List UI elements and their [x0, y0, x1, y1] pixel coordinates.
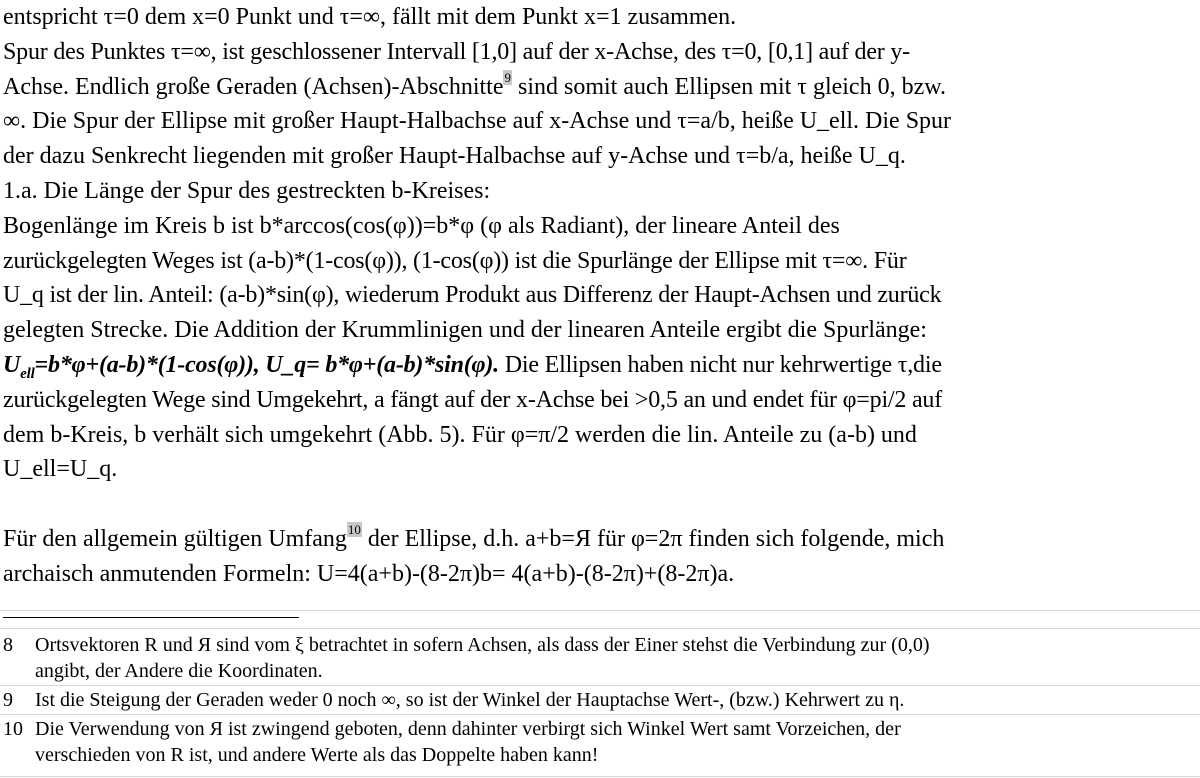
footnote-rule: [3, 617, 299, 618]
footnote-number: 8: [3, 634, 13, 656]
footnote-text: Ortsvektoren R und Я sind vom ξ betrachtet in sofern Achsen, als dass der Einer stehst die Verbindung zur (0,0): [35, 634, 930, 656]
footnote-10: [3, 716, 1198, 768]
paragraph-line: ∞. Die Spur der Ellipse mit großer Haupt-Halbachse auf x-Achse und τ=a/b, heiße U_ell. Die Spur: [3, 108, 952, 135]
footnote-number: 10: [3, 718, 23, 740]
paragraph-line: [3, 70, 1198, 105]
line-text: Für den allgemein gültigen Umfang: [3, 525, 347, 552]
line-text: Achse. Endlich große Geraden (Achsen)-Abschnitte: [3, 73, 504, 100]
formula-line: [3, 348, 1198, 383]
footnote-divider: [0, 628, 1200, 629]
paragraph-line: gelegten Strecke. Die Addition der Krummlinigen und der linearen Anteile ergibt die Spurlänge:: [3, 317, 927, 344]
paragraph-line: U_ell=U_q.: [3, 456, 118, 483]
footnote-text: angibt, der Andere die Koordinaten.: [35, 660, 323, 682]
footnote-text: verschieden von R ist, und andere Werte als das Doppelte haben kann!: [35, 744, 599, 766]
page-divider: [0, 610, 1200, 611]
paragraph-line: Bogenlänge im Kreis b ist b*arccos(cos(φ))=b*φ (φ als Radiant), der lineare Anteil des: [3, 212, 840, 239]
footnote-divider: [0, 714, 1200, 715]
footnote-9: [3, 687, 1198, 713]
footnote-8: [3, 632, 1198, 684]
paragraph-line: der dazu Senkrecht liegenden mit großer Haupt-Halbachse auf y-Achse und τ=b/a, heiße U_q.: [3, 143, 906, 170]
paragraph-line: entspricht τ=0 dem x=0 Punkt und τ=∞, fällt mit dem Punkt x=1 zusammen.: [3, 4, 737, 30]
paragraph-line: [3, 522, 1198, 557]
footnote-divider: [0, 776, 1200, 777]
document-body: [3, 0, 1198, 592]
paragraph-line: dem b-Kreis, b verhält sich umgekehrt (Abb. 5). Für φ=π/2 werden die lin. Anteile zu (a-b) und: [3, 421, 917, 448]
section-heading: 1.a. Die Länge der Spur des gestreckten b-Kreises:: [3, 177, 491, 204]
paragraph-line: Spur des Punktes τ=∞, ist geschlossener Intervall [1,0] auf der x-Achse, des τ=0, [0,1] auf der y-: [3, 38, 910, 65]
footnote-ref-9[interactable]: 9: [504, 69, 511, 85]
paragraph-line: U_q ist der lin. Anteil: (a-b)*sin(φ), wiederum Produkt aus Differenz der Haupt-Achsen und zurück: [3, 282, 942, 309]
footnote-text: Ist die Steigung der Geraden weder 0 noch ∞, so ist der Winkel der Hauptachse Wert-, (bzw.) Kehrwert zu η.: [35, 689, 905, 711]
line-text: Die Ellipsen haben nicht nur kehrwertige τ,die: [499, 351, 942, 378]
formula-symbol: U: [3, 351, 21, 378]
blank-line: [3, 487, 1198, 522]
footnote-text: Die Verwendung von Я ist zwingend geboten, denn dahinter verbirgt sich Winkel Wert samt Vorzeichen, der: [35, 718, 901, 740]
line-text: der Ellipse, d.h. a+b=Я für φ=2π finden sich folgende, mich: [361, 525, 945, 552]
paragraph-line: zurückgelegten Weges ist (a-b)*(1-cos(φ)), (1-cos(φ)) ist die Spurlänge der Ellipse mit τ=∞. Für: [3, 247, 907, 274]
paragraph-line: archaisch anmutenden Formeln: U=4(a+b)-(8-2π)b= 4(a+b)-(8-2π)+(8-2π)a.: [3, 560, 735, 587]
formula-subscript: ell: [20, 365, 35, 382]
line-text: sind somit auch Ellipsen mit τ gleich 0, bzw.: [511, 73, 947, 100]
footnotes: [3, 632, 1198, 771]
footnote-ref-10[interactable]: 10: [347, 521, 361, 537]
footnote-number: 9: [3, 689, 13, 711]
footnote-divider: [0, 685, 1200, 686]
paragraph-line: zurückgelegten Wege sind Umgekehrt, a fängt auf der x-Achse bei >0,5 an und endet für φ=pi/2 auf: [3, 386, 943, 413]
formula-text: =b*φ+(a-b)*(1-cos(φ)), U_q= b*φ+(a-b)*sin(φ).: [34, 351, 499, 378]
